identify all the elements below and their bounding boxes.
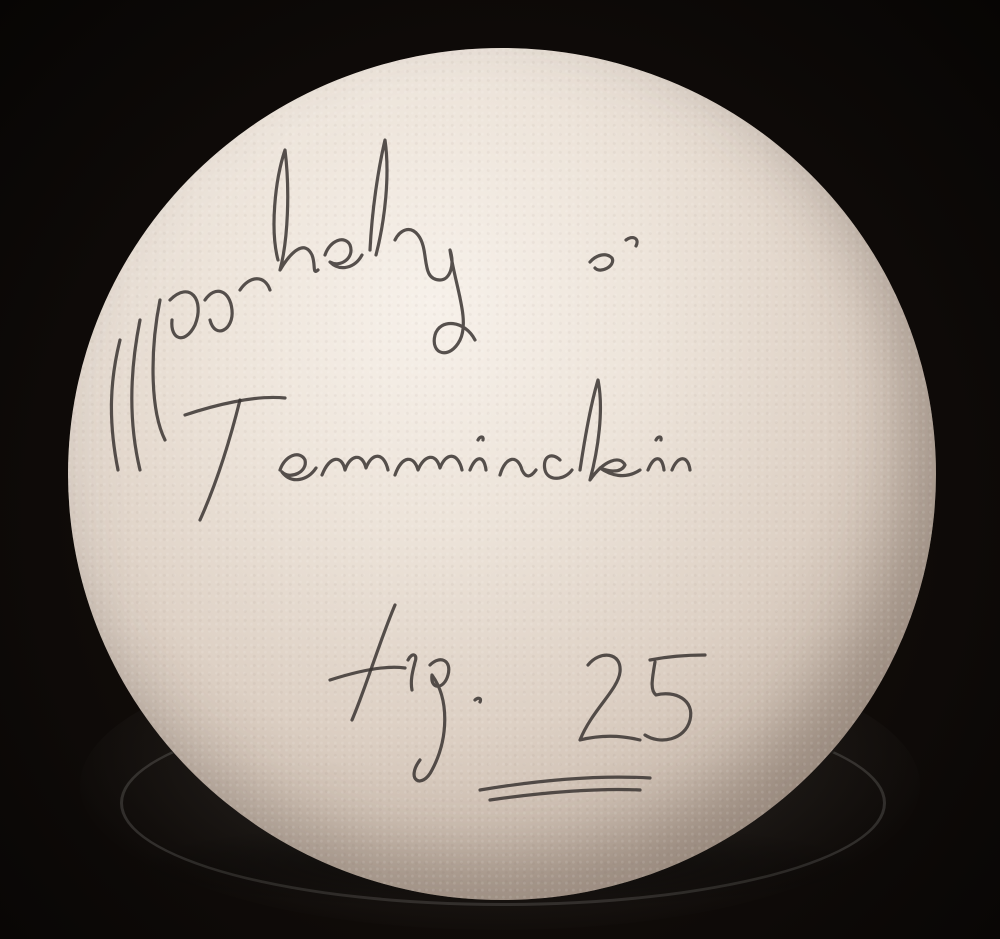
handwriting-line2-strokes — [185, 380, 690, 520]
handwriting-line1-strokes — [111, 140, 637, 470]
handwriting-line3-strokes — [330, 605, 705, 800]
